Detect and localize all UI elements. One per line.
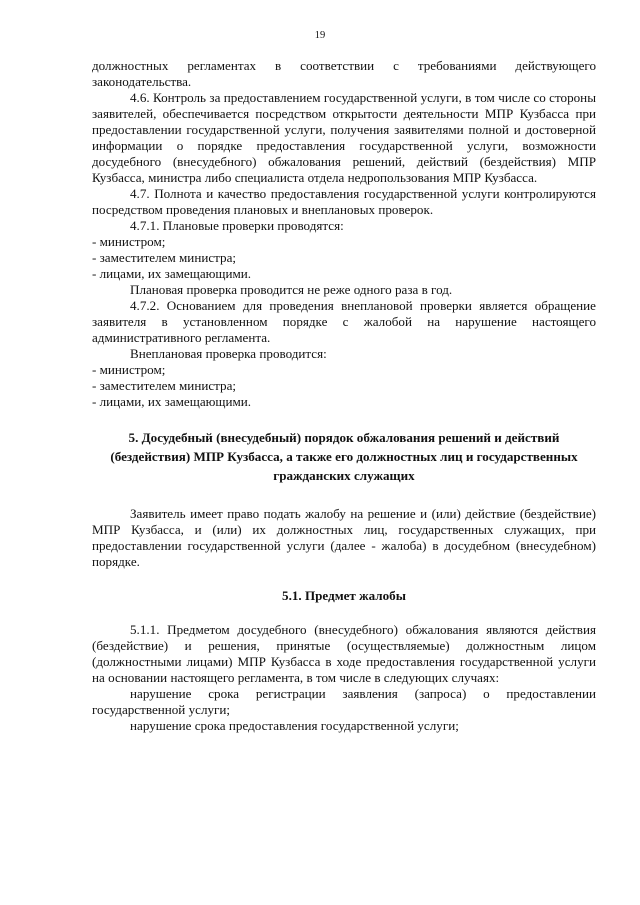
paragraph-4-7: 4.7. Полнота и качество предоставления государственной услуги контролируются посредством проведения плановых и внеплановых проверок. — [92, 186, 596, 217]
paragraph-planned-frequency: Плановая проверка проводится не реже одного раза в год. — [130, 282, 453, 297]
paragraph-5-1-1: 5.1.1. Предметом досудебного (внесудебного) обжалования являются действия (бездействие) и решения, принятые (осуществляемые) должностным лицом (должностными лицами) МПР Кузбасса в ходе предоставления государственной услуги на основании настоящего регламента, в том числе в следующих случаях: — [92, 622, 596, 685]
list-item: - заместителем министра; — [92, 250, 237, 265]
list-item: - министром; — [92, 234, 166, 249]
list-item-case: нарушение срока предоставления государственной услуги; — [130, 718, 459, 733]
list-item: - лицами, их замещающими. — [92, 266, 252, 281]
paragraph-unplanned-check: Внеплановая проверка проводится: — [130, 346, 327, 361]
document-body — [92, 58, 596, 734]
list-item: - министром; — [92, 362, 166, 377]
paragraph-4-6: 4.6. Контроль за предоставлением государственной услуги, в том числе со стороны заявителей, обеспечивается посредством открытости деятельности МПР Кузбасса при предоставлении государственной услуги, получения заявителями полной и достоверной информации о порядке предоставления государственной услуги, возможности досудебного (внесудебного) обжалования решений, действий (бездействия) МПР Кузбасса, министра либо специалиста отдела недропользования МПР Кузбасса. — [92, 90, 596, 185]
list-item: - лицами, их замещающими. — [92, 394, 252, 409]
section-heading-5: 5. Досудебный (внесудебный) порядок обжалования решений и действий (бездействия) МПР Кузбасса, а также его должностных лиц и государственных гражданских служащих — [110, 430, 578, 483]
page-number: 19 — [314, 30, 326, 41]
paragraph-top-0: должностных регламентах в соответствии с требованиями действующего законодательства. — [92, 58, 596, 89]
subsection-heading-5-1: 5.1. Предмет жалобы — [282, 588, 406, 603]
paragraph-4-7-1: 4.7.1. Плановые проверки проводятся: — [130, 218, 344, 233]
list-item-case: нарушение срока регистрации заявления (запроса) о предоставлении государственной услуги; — [92, 686, 596, 717]
section-intro: Заявитель имеет право подать жалобу на решение и (или) действие (бездействие) МПР Кузбасса, и (или) их должностных лиц, государственных служащих, при предоставлении государственной услуги (далее - жалоба) в досудебном (внесудебном) порядке. — [92, 506, 596, 569]
paragraph-4-7-2: 4.7.2. Основанием для проведения внеплановой проверки является обращение заявителя в установленном порядке с жалобой на нарушение настоящего административного регламента. — [92, 298, 596, 345]
list-item: - заместителем министра; — [92, 378, 237, 393]
